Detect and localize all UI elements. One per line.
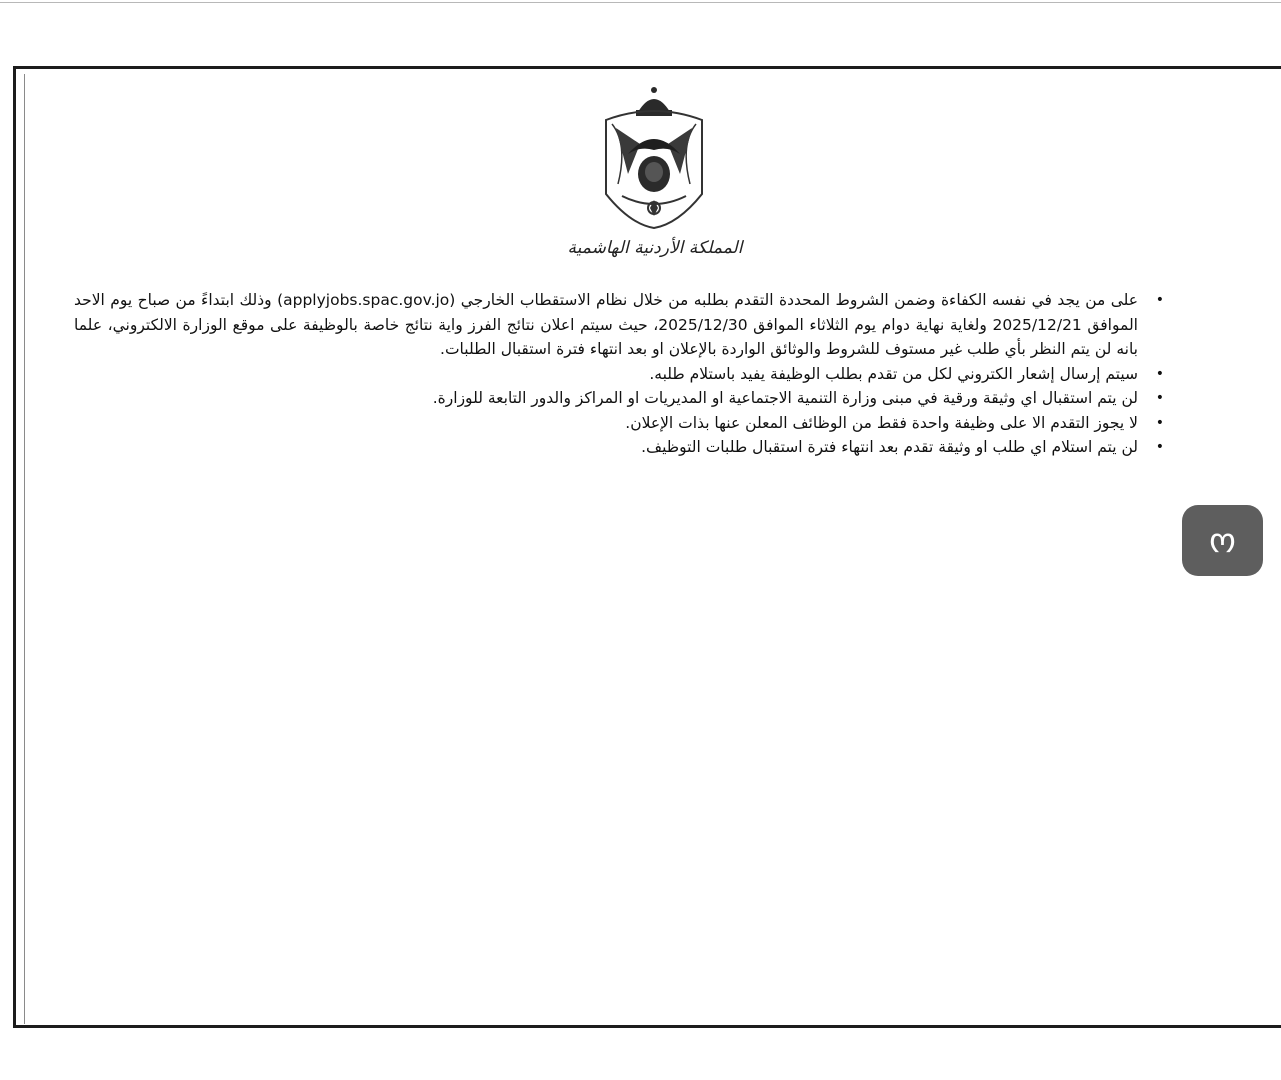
list-item <box>74 386 1164 411</box>
top-scan-rule <box>0 2 1281 3</box>
bullet-icon: • <box>1155 390 1164 406</box>
list-item-text: لا يجوز التقدم الا على وظيفة واحدة فقط من الوظائف المعلن عنها بذات الإعلان. <box>625 413 1138 432</box>
conditions-list <box>74 288 1164 460</box>
bullet-icon: • <box>1155 365 1164 382</box>
list-item <box>74 411 1164 436</box>
list-item-text: لن يتم استقبال اي وثيقة ورقية في مبنى وزارة التنمية الاجتماعية او المديريات او المراكز والدور التابعة للوزارة. <box>432 389 1138 407</box>
bullet-icon: • <box>1155 292 1164 308</box>
kingdom-name-calligraphy: المملكة الأردنية الهاشمية <box>567 238 743 258</box>
list-item <box>74 288 1164 362</box>
list-item-text: سيتم إرسال إشعار الكتروني لكل من تقدم بطلب الوظيفة يفيد باستلام طلبه. <box>649 364 1138 383</box>
list-item-text: على من يجد في نفسه الكفاءة وضمن الشروط المحددة التقدم بطلبه من خلال نظام الاستقطاب الخارجي (applyjobs.spac.gov.jo) وذلك ابتداءً من صباح يوم الاحد الموافق 2025/12/21 ولغاية نهاية دوام يوم الثلاثاء الموافق 2025/12/30، حيث سيتم اعلان نتائج الفرز واية نتائج خاصة بالوظيفة على موقع الوزارة الالكتروني، علما بانه لن يتم النظر بأي طلب غير مستوف للشروط والوثائق الواردة بالإعلان او بعد انتهاء فترة استقبال الطلبات. <box>74 291 1138 358</box>
list-item <box>74 435 1164 460</box>
bullet-icon: • <box>1155 414 1164 431</box>
bullet-icon: • <box>1155 439 1164 455</box>
list-item <box>74 362 1164 387</box>
list-item-text: لن يتم استلام اي طلب او وثيقة تقدم بعد انتهاء فترة استقبال طلبات التوظيف. <box>641 438 1138 456</box>
jordan-coat-of-arms-icon <box>598 84 710 234</box>
inner-margin-rule <box>24 74 25 1024</box>
page-number-label: ო <box>1209 520 1236 561</box>
page-number-badge[interactable] <box>1182 505 1263 576</box>
